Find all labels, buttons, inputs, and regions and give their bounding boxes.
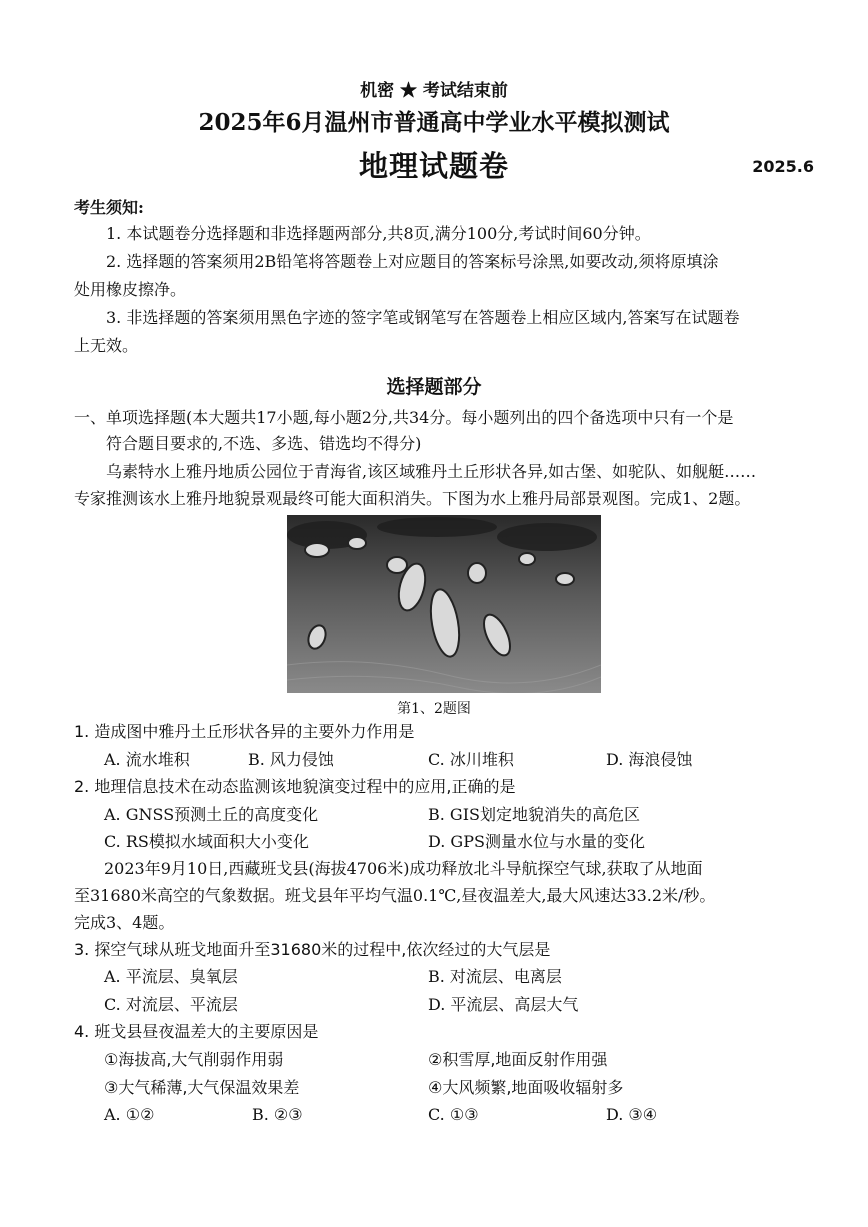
confidential-mark: 机密 ★ 考试结束前 — [360, 81, 508, 101]
q4-statement-4: ④大风频繁,地面吸收辐射多 — [428, 1078, 624, 1097]
q3-option-a: A. 平流层、臭氧层 — [104, 967, 238, 986]
q2-option-c: C. RS模拟水域面积大小变化 — [104, 832, 309, 851]
q4-option-d: D. ③④ — [606, 1105, 658, 1124]
subject-title: 地理试题卷 — [358, 149, 509, 183]
q1-option-c: C. 冰川堆积 — [428, 750, 514, 769]
q2-option-d: D. GPS测量水位与水量的变化 — [428, 832, 645, 851]
notice-item-3-line-2: 上无效。 — [74, 336, 139, 355]
part1-instructions-line-1: 一、单项选择题(本大题共17小题,每小题2分,共34分。每小题列出的四个备选项中只有一个是 — [74, 408, 734, 427]
notice-item-2-line-2: 处用橡皮擦净。 — [74, 280, 187, 299]
q2-option-a: A. GNSS预测土丘的高度变化 — [104, 805, 319, 824]
passage2-line-2: 至31680米高空的气象数据。班戈县年平均气温0.1℃,昼夜温差大,最大风速达33.2米/秒。 — [74, 886, 716, 905]
q3-option-c: C. 对流层、平流层 — [104, 995, 238, 1014]
passage2-line-3: 完成3、4题。 — [74, 913, 175, 932]
q1-option-a: A. 流水堆积 — [104, 750, 190, 769]
notice-heading: 考生须知: — [74, 198, 144, 217]
q2-stem: 2. 地理信息技术在动态监测该地貌演变过程中的应用,正确的是 — [74, 777, 516, 796]
passage2-line-1: 2023年9月10日,西藏班戈县(海拔4706米)成功释放北斗导航探空气球,获取了从地面 — [104, 859, 703, 878]
figure-caption: 第1、2题图 — [397, 701, 471, 717]
exam-date: 2025.6 — [752, 157, 814, 176]
q3-option-b: B. 对流层、电离层 — [428, 967, 562, 986]
q1-option-b: B. 风力侵蚀 — [248, 750, 334, 769]
section-title: 选择题部分 — [386, 376, 482, 398]
notice-item-1: 1. 本试题卷分选择题和非选择题两部分,共8页,满分100分,考试时间60分钟。 — [106, 224, 651, 243]
q4-stem: 4. 班戈县昼夜温差大的主要原因是 — [74, 1022, 319, 1041]
q3-stem: 3. 探空气球从班戈地面升至31680米的过程中,依次经过的大气层是 — [74, 940, 551, 959]
yardang-landscape-photo — [287, 515, 601, 693]
q4-statement-1: ①海拔高,大气削弱作用弱 — [104, 1050, 284, 1069]
q4-option-b: B. ②③ — [252, 1105, 303, 1124]
part1-instructions-line-2: 符合题目要求的,不选、多选、错选均不得分) — [106, 434, 422, 453]
q4-statement-2: ②积雪厚,地面反射作用强 — [428, 1050, 608, 1069]
q3-option-d: D. 平流层、高层大气 — [428, 995, 579, 1014]
notice-item-3-line-1: 3. 非选择题的答案须用黑色字迹的签字笔或钢笔写在答题卷上相应区域内,答案写在试题卷 — [106, 308, 740, 327]
q1-stem: 1. 造成图中雅丹土丘形状各异的主要外力作用是 — [74, 722, 415, 741]
q4-statement-3: ③大气稀薄,大气保温效果差 — [104, 1078, 300, 1097]
passage1-line-2: 专家推测该水上雅丹地貌景观最终可能大面积消失。下图为水上雅丹局部景观图。完成1、2题。 — [74, 489, 751, 508]
q1-option-d: D. 海浪侵蚀 — [606, 750, 693, 769]
q2-option-b: B. GIS划定地貌消失的高危区 — [428, 805, 640, 824]
exam-title: 2025年6月温州市普通高中学业水平模拟测试 — [198, 109, 670, 136]
q4-option-c: C. ①③ — [428, 1105, 479, 1124]
q4-option-a: A. ①② — [104, 1105, 155, 1124]
passage1-line-1: 乌素特水上雅丹地质公园位于青海省,该区域雅丹土丘形状各异,如古堡、如驼队、如舰艇…… — [106, 462, 757, 481]
notice-item-2-line-1: 2. 选择题的答案须用2B铅笔将答题卷上对应题目的答案标号涂黑,如要改动,须将原填涂 — [106, 252, 719, 271]
